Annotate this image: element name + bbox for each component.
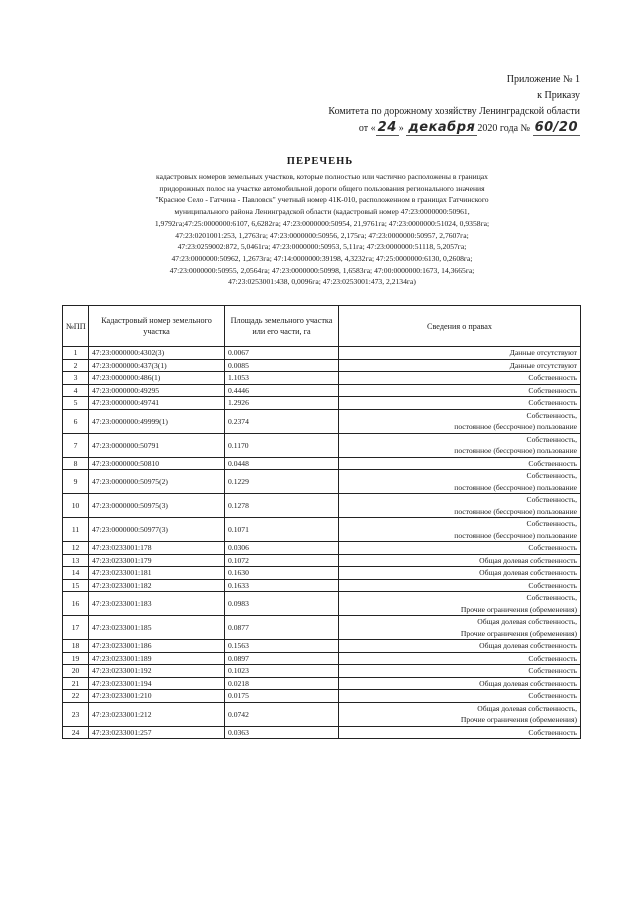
rights-line: Собственность: [528, 666, 577, 675]
cadastral-number: 47:23:0000000:50791: [89, 433, 225, 457]
cadastral-number: 47:23:0000000:50977(3): [89, 518, 225, 542]
plot-area: 0.1630: [225, 567, 339, 580]
land-plots-table: [62, 305, 581, 739]
rights-info: [339, 592, 581, 616]
intro-line: "Красное Село - Гатчина - Павловск" учетный номер 41К-010, расположенном в границах Гатчинского: [155, 195, 489, 205]
cadastral-number: 47:23:0000000:50975(3): [89, 494, 225, 518]
rights-line: Собственность,: [526, 593, 577, 602]
plot-area: 0.0363: [225, 726, 339, 739]
rights-info: [339, 518, 581, 542]
rights-line: Собственность: [528, 580, 577, 590]
rights-info: [339, 726, 581, 739]
rights-line: Общая долевая собственность,: [477, 703, 577, 713]
appendix-label: Приложение № 1: [506, 74, 580, 85]
table-row: [63, 690, 581, 703]
committee-name: Комитета по дорожному хозяйству Ленинградской области: [328, 106, 580, 117]
rights-line: Прочие ограничения (обременения): [460, 604, 577, 614]
cadastral-number: 47:23:0000000:49295: [89, 384, 225, 397]
cadastral-number: 47:23:0233001:192: [89, 665, 225, 678]
rights-line: Общая долевая собственность: [479, 678, 577, 688]
rights-line: Собственность,: [526, 471, 577, 480]
rights-line: Собственность,: [526, 434, 577, 444]
plot-area: 0.1563: [225, 640, 339, 653]
row-number: 1: [63, 347, 89, 360]
header-num: №ПП: [63, 306, 89, 347]
rights-line: Собственность: [528, 385, 577, 395]
cadastral-number: 47:23:0233001:189: [89, 652, 225, 665]
order-suffix: года №: [497, 123, 533, 134]
rights-line: Собственность,: [526, 410, 577, 420]
row-number: 12: [63, 542, 89, 555]
table-header-row: [63, 306, 581, 347]
table-row: [63, 372, 581, 385]
rights-info: [339, 690, 581, 703]
plot-area: 0.0218: [225, 677, 339, 690]
intro-line: 47:23:0259002:872, 5,0461га; 47:23:0000000:50953, 5,11га; 47:23:0000000:51118, 5,2057га;: [177, 242, 467, 252]
intro-line: 1,9792га;47:25:0000000:6107, 6,6282га; 47:23:0000000:50954, 21,9761га; 47:23:0000000:51024, 0,9358га;: [154, 218, 490, 228]
row-number: 20: [63, 665, 89, 678]
row-number: 21: [63, 677, 89, 690]
rights-info: [339, 542, 581, 555]
row-number: 2: [63, 359, 89, 372]
rights-info: [339, 640, 581, 653]
cadastral-number: 47:23:0233001:181: [89, 567, 225, 580]
plot-area: 0.1072: [225, 554, 339, 567]
table-row: [63, 592, 581, 616]
row-number: 5: [63, 397, 89, 410]
cadastral-number: 47:23:0000000:50810: [89, 457, 225, 470]
rights-info: [339, 397, 581, 410]
rights-line: Общая долевая собственность: [479, 568, 577, 577]
header-cadastral: Кадастровый номер земельного участка: [89, 306, 225, 347]
table-row: [63, 384, 581, 397]
cadastral-number: 47:23:0233001:185: [89, 616, 225, 640]
table-row: [63, 518, 581, 542]
intro-line: кадастровых номеров земельных участков, которые полностью или частично расположены в границах: [156, 172, 488, 181]
row-number: 15: [63, 579, 89, 592]
plot-area: 0.1633: [225, 579, 339, 592]
rights-info: [339, 372, 581, 385]
rights-line: постоянное (бессрочное) пользование: [454, 530, 577, 540]
plot-area: 0.0067: [225, 347, 339, 360]
header-rights: Сведения о правах: [339, 306, 581, 347]
table-row: [63, 677, 581, 690]
row-number: 17: [63, 616, 89, 640]
rights-info: [339, 384, 581, 397]
table-row: [63, 542, 581, 555]
row-number: 23: [63, 702, 89, 726]
order-day: 24: [377, 120, 397, 135]
rights-info: [339, 567, 581, 580]
rights-info: [339, 347, 581, 360]
plot-area: 0.0175: [225, 690, 339, 703]
intro-line: придорожных полос на участке автомобильной дороги общего пользования регионального значения: [159, 183, 485, 193]
row-number: 7: [63, 433, 89, 457]
table-body: [63, 347, 581, 739]
plot-area: 1.2926: [225, 397, 339, 410]
order-number: 60/20: [534, 120, 578, 135]
row-number: 22: [63, 690, 89, 703]
cadastral-number: 47:23:0233001:257: [89, 726, 225, 739]
cadastral-number: 47:23:0233001:178: [89, 542, 225, 555]
row-number: 16: [63, 592, 89, 616]
rights-info: [339, 616, 581, 640]
table-row: [63, 652, 581, 665]
rights-line: Собственность,: [526, 495, 577, 504]
plot-area: 0.1229: [225, 470, 339, 494]
plot-area: 0.0897: [225, 652, 339, 665]
table-row: [63, 616, 581, 640]
cadastral-number: 47:23:0000000:49741: [89, 397, 225, 410]
order-date-line: [250, 120, 580, 137]
cadastral-number: 47:23:0233001:194: [89, 677, 225, 690]
cadastral-number: 47:23:0000000:50975(2): [89, 470, 225, 494]
cadastral-number: 47:23:0000000:4302(3): [89, 347, 225, 360]
document-intro: [62, 171, 582, 288]
plot-area: 0.4446: [225, 384, 339, 397]
table-row: [63, 726, 581, 739]
table-row: [63, 409, 581, 433]
row-number: 9: [63, 470, 89, 494]
rights-line: Собственность: [528, 691, 577, 700]
header-area: Площадь земельного участка или его части, га: [225, 306, 339, 347]
rights-info: [339, 652, 581, 665]
order-prefix: от «: [358, 123, 376, 134]
intro-line: 47:23:0201001:253, 1,2763га; 47:23:0000000:50956, 2,175га; 47:23:0000000:50957, 2,7607га;: [175, 230, 469, 240]
document-title: ПЕРЕЧЕНЬ: [286, 156, 354, 167]
table-row: [63, 470, 581, 494]
plot-area: 0.0983: [225, 592, 339, 616]
row-number: 19: [63, 652, 89, 665]
order-month: декабря: [408, 120, 476, 135]
row-number: 6: [63, 409, 89, 433]
document-header: [250, 72, 580, 137]
rights-line: Прочие ограничения (обременения): [460, 715, 577, 724]
order-ref-label: к Приказу: [537, 90, 580, 101]
rights-line: Прочие ограничения (обременения): [460, 628, 577, 638]
plot-area: 0.1023: [225, 665, 339, 678]
rights-line: постоянное (бессрочное) пользование: [454, 422, 577, 431]
row-number: 14: [63, 567, 89, 580]
row-number: 11: [63, 518, 89, 542]
rights-info: [339, 665, 581, 678]
cadastral-number: 47:23:0233001:183: [89, 592, 225, 616]
rights-info: [339, 359, 581, 372]
intro-line: 47:23:0000000:50962, 1,2673га; 47:14:0000000:39198, 4,3232га; 47:25:0000000:6130, 0,2608га;: [171, 253, 473, 263]
plot-area: 0.0877: [225, 616, 339, 640]
cadastral-number: 47:23:0233001:182: [89, 579, 225, 592]
table-row: [63, 457, 581, 470]
table-row: [63, 359, 581, 372]
rights-info: [339, 702, 581, 726]
rights-line: Общая долевая собственность: [479, 555, 577, 565]
row-number: 10: [63, 494, 89, 518]
rights-info: [339, 470, 581, 494]
cadastral-number: 47:23:0233001:179: [89, 554, 225, 567]
rights-info: [339, 409, 581, 433]
table-row: [63, 494, 581, 518]
rights-line: постоянное (бессрочное) пользование: [454, 506, 577, 516]
cadastral-number: 47:23:0233001:186: [89, 640, 225, 653]
rights-line: Данные отсутствуют: [509, 360, 577, 370]
plot-area: 0.1278: [225, 494, 339, 518]
table-row: [63, 397, 581, 410]
rights-line: Данные отсутствуют: [509, 348, 577, 357]
rights-line: Собственность: [528, 458, 577, 468]
rights-info: [339, 433, 581, 457]
cadastral-number: 47:23:0000000:486(1): [89, 372, 225, 385]
row-number: 4: [63, 384, 89, 397]
table-row: [63, 567, 581, 580]
plot-area: 0.0448: [225, 457, 339, 470]
rights-line: Собственность: [528, 398, 577, 407]
row-number: 8: [63, 457, 89, 470]
table-row: [63, 433, 581, 457]
row-number: 24: [63, 726, 89, 739]
table-row: [63, 640, 581, 653]
row-number: 3: [63, 372, 89, 385]
intro-line: 47:23:0253001:438, 0,0096га; 47:23:0253001:473, 2,2134га): [228, 277, 416, 287]
plot-area: 0.2374: [225, 409, 339, 433]
row-number: 18: [63, 640, 89, 653]
rights-info: [339, 554, 581, 567]
rights-line: Собственность: [528, 727, 577, 737]
cadastral-number: 47:23:0233001:210: [89, 690, 225, 703]
rights-info: [339, 677, 581, 690]
rights-line: Собственность: [528, 543, 577, 552]
cadastral-number: 47:23:0233001:212: [89, 702, 225, 726]
cadastral-number: 47:23:0000000:49999(1): [89, 409, 225, 433]
table-row: [63, 554, 581, 567]
plot-area: 0.0306: [225, 542, 339, 555]
plot-area: 0.0742: [225, 702, 339, 726]
plot-area: 0.0085: [225, 359, 339, 372]
rights-line: Собственность,: [526, 519, 577, 528]
cadastral-number: 47:23:0000000:437(3(1): [89, 359, 225, 372]
table-row: [63, 702, 581, 726]
rights-line: Собственность: [528, 653, 577, 663]
plot-area: 1.1053: [225, 372, 339, 385]
intro-line: 47:23:0000000:50955, 2,0564га; 47:23:0000000:50998, 1,6583га; 47:00:0000000:1673, 14,3665га;: [169, 265, 475, 275]
rights-line: Общая долевая собственность,: [477, 617, 577, 626]
rights-line: Общая долевая собственность: [479, 641, 577, 650]
rights-info: [339, 494, 581, 518]
plot-area: 0.1071: [225, 518, 339, 542]
rights-info: [339, 579, 581, 592]
intro-line: муниципального района Ленинградской области (кадастровый номер 47:23:0000000:50961,: [174, 207, 470, 217]
table-row: [63, 347, 581, 360]
plot-area: 0.1170: [225, 433, 339, 457]
rights-line: Собственность: [528, 373, 577, 382]
rights-line: постоянное (бессрочное) пользование: [454, 446, 577, 455]
rights-info: [339, 457, 581, 470]
row-number: 13: [63, 554, 89, 567]
order-mid: »: [398, 123, 407, 134]
rights-line: постоянное (бессрочное) пользование: [454, 482, 577, 492]
order-year: 2020: [477, 123, 498, 134]
table-row: [63, 579, 581, 592]
table-row: [63, 665, 581, 678]
